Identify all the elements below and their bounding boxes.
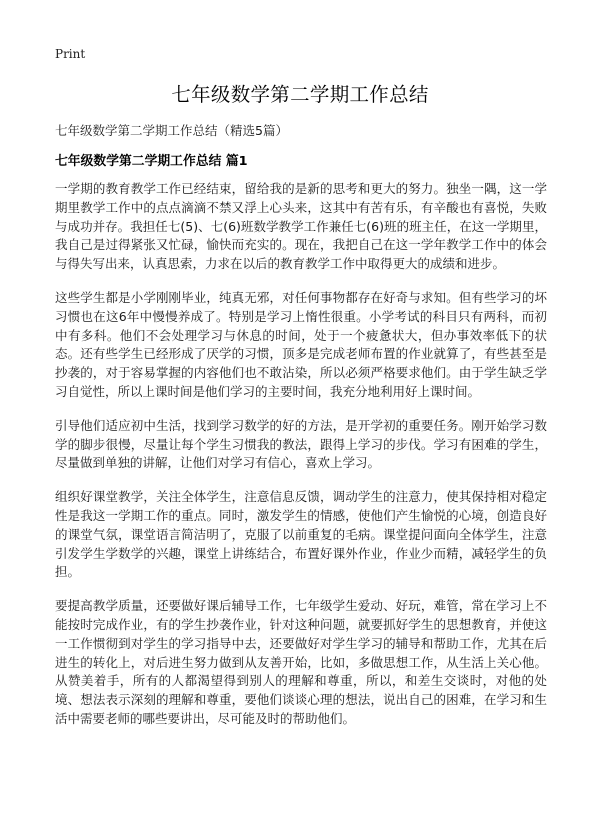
paragraph: 这些学生都是小学刚刚毕业，纯真无邪，对任何事物都存在好奇与求知。但有些学习的坏习惯也在这6年中慢慢养成了。特别是学习上惰性很重。小学考试的科目只有两科，而初中有多科。他们不会处理学习与休息的时间，处于一个疲惫状大，但办事效率低下的状态。还有些学生已经形成了厌学的习惯，顶多是完成老师布置的作业就算了，有些甚至是抄袭的，对于容易掌握的内容他们也不敢沾染，所以必须严格要求他们。由于学生缺乏学习自觉性，所以上课时间是他们学习的主要时间，我充分地利用好上课时间。 (55, 289, 547, 399)
page-title: 七年级数学第二学期工作总结 (171, 83, 429, 106)
section-heading: 七年级数学第二学期工作总结 篇1 (55, 154, 248, 169)
paragraph: 引导他们适应初中生活，找到学习数学的好的方法，是开学初的重要任务。刚开始学习数学的脚步很慢，尽量让每个学生习惯我的教法，跟得上学习的步伐。学习有困难的学生，尽量做到单独的讲解，让他们对学习有信心，喜欢上学习。 (55, 417, 547, 471)
print-link[interactable]: Print (55, 47, 86, 61)
document-subtitle: 七年级数学第二学期工作总结（精选5篇） (55, 123, 288, 138)
paragraph: 要提高教学质量，还要做好课后辅导工作，七年级学生爱动、好玩，难管，常在学习上不能按时完成作业，有的学生抄袭作业，针对这种问题，就要抓好学生的思想教育，并使这一工作惯彻到对学生的学习指导中去，还要做好对学生学习的辅导和帮助工作，尤其在后进生的转化上，对后进生努力做到从友善开始，比如，多做思想工作，从生活上关心他。从赞美着手，所有的人都渴望得到别人的理解和尊重，所以，和差生交谈时，对他的处境、想法表示深刻的理解和尊重，要他们谈谈心理的想法，说出自己的困难，在学习和生活中需要老师的哪些要讲出，尽可能及时的帮助他们。 (55, 598, 547, 726)
paragraph: 组织好课堂教学，关注全体学生，注意信息反馈，调动学生的注意力，使其保持相对稳定性是我这一学期工作的重点。同时，激发学生的情感，使他们产生愉悦的心境，创造良好的课堂气氛，课堂语言简洁明了，克服了以前重复的毛病。课堂提问面向全体学生，注意引发学生学数学的兴趣，课堂上讲练结合，布置好课外作业，作业少而精，减轻学生的负担。 (55, 489, 547, 580)
document-body (55, 180, 547, 744)
paragraph: 一学期的教育教学工作已经结束，留给我的是新的思考和更大的努力。独坐一隅，这一学期里教学工作中的点点滴滴不禁又浮上心头来，这其中有苦有乐，有辛酸也有喜悦，失败与成功并存。我担任七(5)、七(6)班数学教学工作兼任七(6)班的班主任，在这一学期里，我自己是过得紧张又忙碌，愉快而充实的。现在，我把自己在这一学年教学工作中的体会与得失写出来，认真思索，力求在以后的教育教学工作中取得更大的成绩和进步。 (55, 181, 547, 272)
